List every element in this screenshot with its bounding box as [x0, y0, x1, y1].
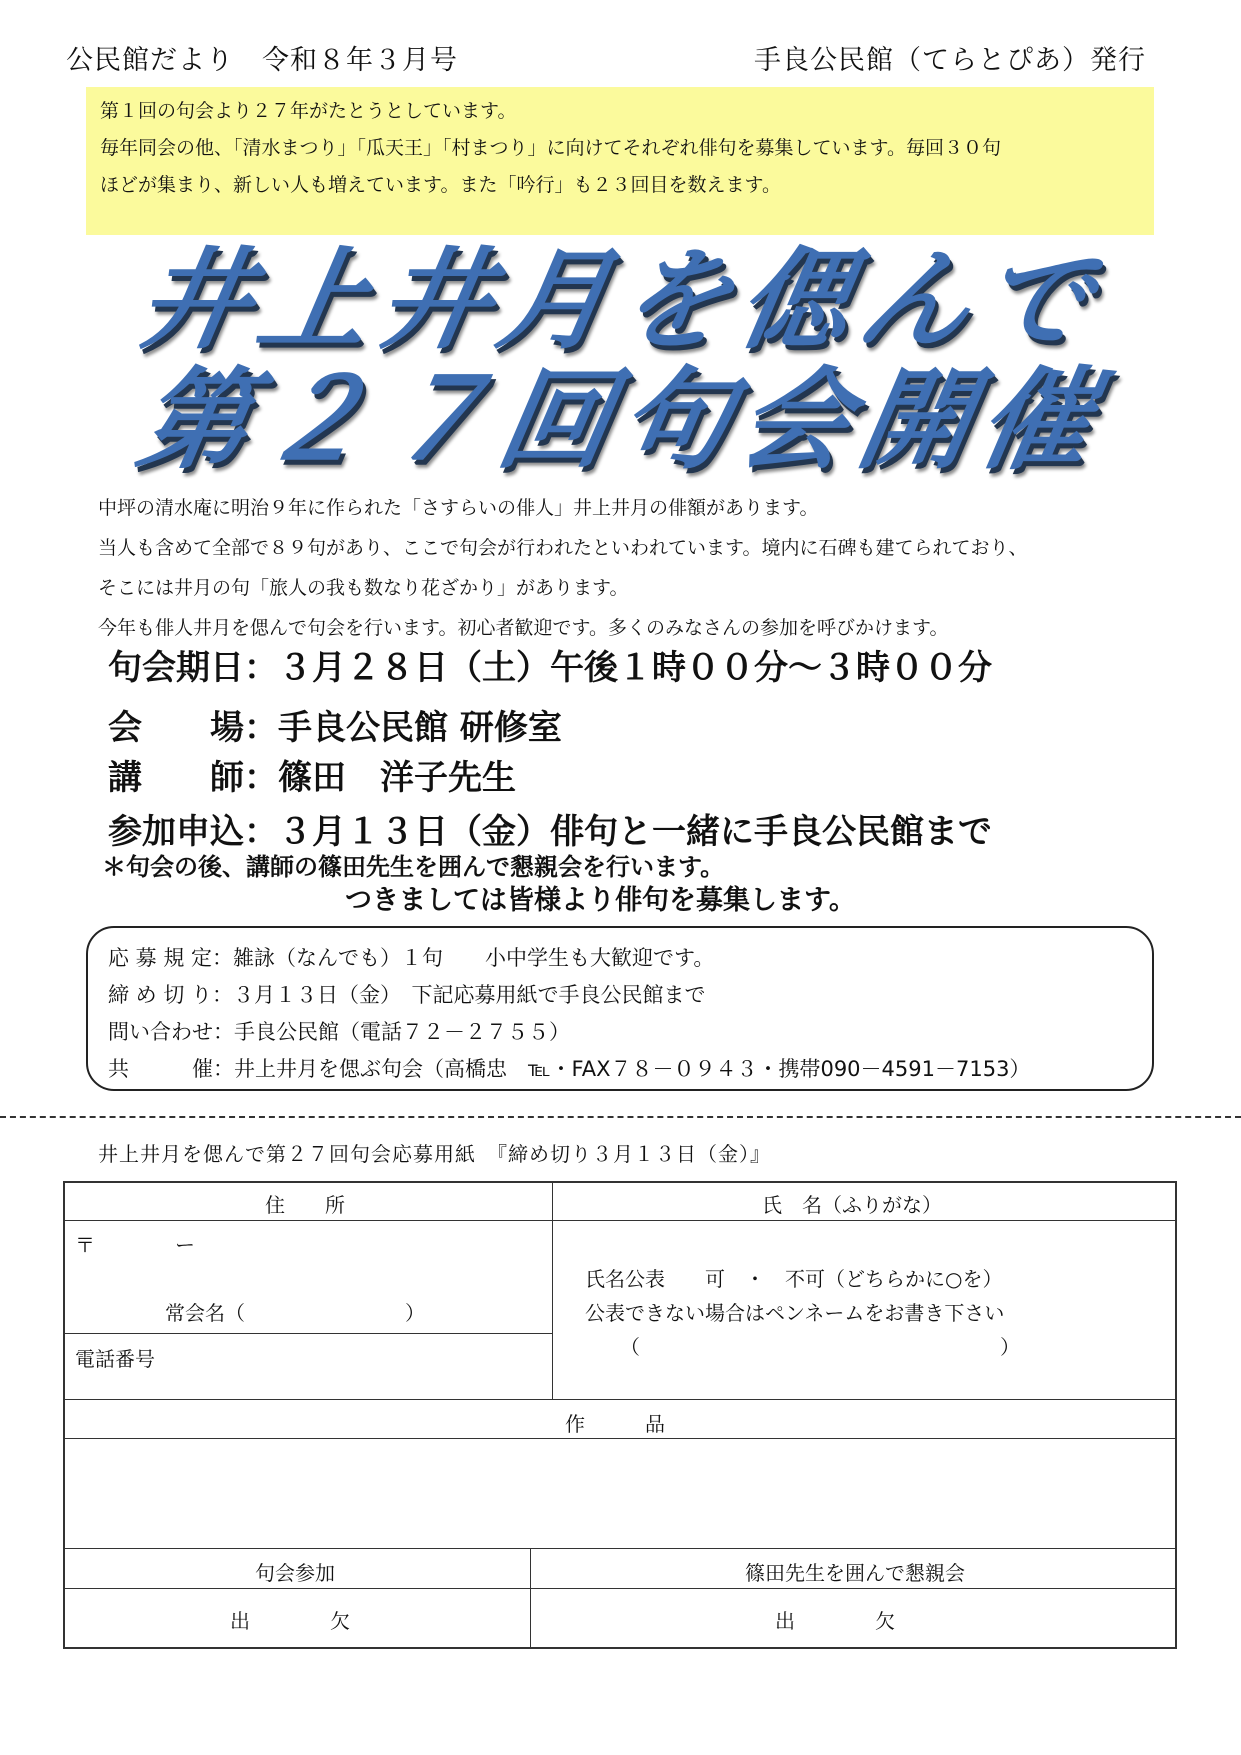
event-title [0, 236, 1241, 484]
application-form [63, 1181, 1177, 1649]
pen-name-field[interactable]: （ ） [620, 1335, 1020, 1359]
form-rule [65, 1333, 552, 1334]
form-rule [65, 1548, 1175, 1549]
jokai-field[interactable]: 常会名（ ） [165, 1301, 425, 1325]
postal-code-field[interactable]: 〒 ー [75, 1233, 195, 1257]
works-field[interactable] [65, 1440, 1175, 1546]
cut-line [0, 1116, 1241, 1118]
kukai-header: 句会参加 [255, 1561, 335, 1585]
notice-box [86, 87, 1154, 235]
name-header: 氏 名（ふりがな） [762, 1193, 942, 1217]
form-rule [65, 1220, 1175, 1221]
form-rule [552, 1183, 553, 1399]
rules-box [86, 926, 1154, 1091]
intro-line-1: 中坪の清水庵に明治９年に作られた「さすらいの俳人」井上井月の俳額があります。 [98, 497, 819, 519]
event-lecturer: 講 師：篠田 洋子先生 [108, 758, 516, 798]
rule-organizer: 共 催：井上井月を偲ぶ句会（高橋忠 ℡・FAX７８－０９４３・携帯090－4591－7153） [108, 1057, 1031, 1081]
publisher: 手良公民館（てらとぴあ）発行 [754, 45, 1146, 76]
form-rule [65, 1438, 1175, 1439]
intro-line-3: そこには井月の句「旅人の我も数なり花ざかり」があります。 [98, 577, 629, 599]
works-header: 作 品 [565, 1412, 665, 1436]
address-header: 住 所 [265, 1193, 345, 1217]
pen-name-note: 公表できない場合はペンネームをお書き下さい [585, 1301, 1005, 1325]
notice-line-1: 第１回の句会より２７年がたとうとしています。 [100, 100, 517, 122]
form-rule [530, 1548, 531, 1649]
name-public-choice[interactable]: 氏名公表 可 ・ 不可（どちらかに○を） [585, 1267, 1003, 1291]
rule-contact: 問い合わせ：手良公民館（電話７２－２７５５） [108, 1020, 570, 1044]
rule-entry: 応 募 規 定：雑詠（なんでも）１句 小中学生も大歓迎です。 [108, 946, 715, 970]
party-header: 篠田先生を囲んで懇親会 [745, 1561, 965, 1585]
form-rule [65, 1399, 1175, 1400]
event-date: 句会期日：３月２８日（土）午後１時００分～３時００分 [108, 648, 992, 688]
intro-line-4: 今年も俳人井月を偲んで句会を行います。初心者歓迎です。多くのみなさんの参加を呼びかけます。 [98, 617, 949, 639]
intro-text [98, 488, 1198, 648]
rule-deadline: 締 め 切 り：３月１３日（金） 下記応募用紙で手良公民館まで [108, 983, 706, 1007]
party-attendance[interactable]: 出 欠 [775, 1609, 895, 1633]
party-note: ＊句会の後、講師の篠田先生を囲んで懇親会を行います。 [102, 853, 725, 881]
haiku-call: つきましては皆様より俳句を募集します。 [345, 885, 856, 916]
form-rule [65, 1588, 1175, 1589]
kukai-attendance[interactable]: 出 欠 [230, 1609, 350, 1633]
event-venue: 会 場：手良公民館 研修室 [108, 708, 562, 748]
notice-line-3: ほどが集まり、新しい人も増えています。また「吟行」も２３回目を数えます。 [100, 174, 781, 196]
event-application: 参加申込：３月１３日（金）俳句と一緒に手良公民館まで [108, 812, 992, 852]
phone-field[interactable]: 電話番号 [75, 1347, 155, 1371]
intro-line-2: 当人も含めて全部で８９句があり、ここで句会が行われたといわれています。境内に石碑も建てられており、 [98, 537, 1028, 559]
form-title: 井上井月を偲んで第２７回句会応募用紙 『締め切り３月１３日（金）』 [98, 1142, 771, 1166]
newsletter-issue: 公民館だより 令和８年３月号 [66, 45, 458, 76]
notice-line-2: 毎年同会の他、「清水まつり」「瓜天王」「村まつり」に向けてそれぞれ俳句を募集しています。毎回３０句 [100, 137, 1001, 159]
title-line-2: 第２７回句会開催 [129, 356, 1112, 484]
title-line-1: 井上井月を偲んで [129, 236, 1112, 364]
